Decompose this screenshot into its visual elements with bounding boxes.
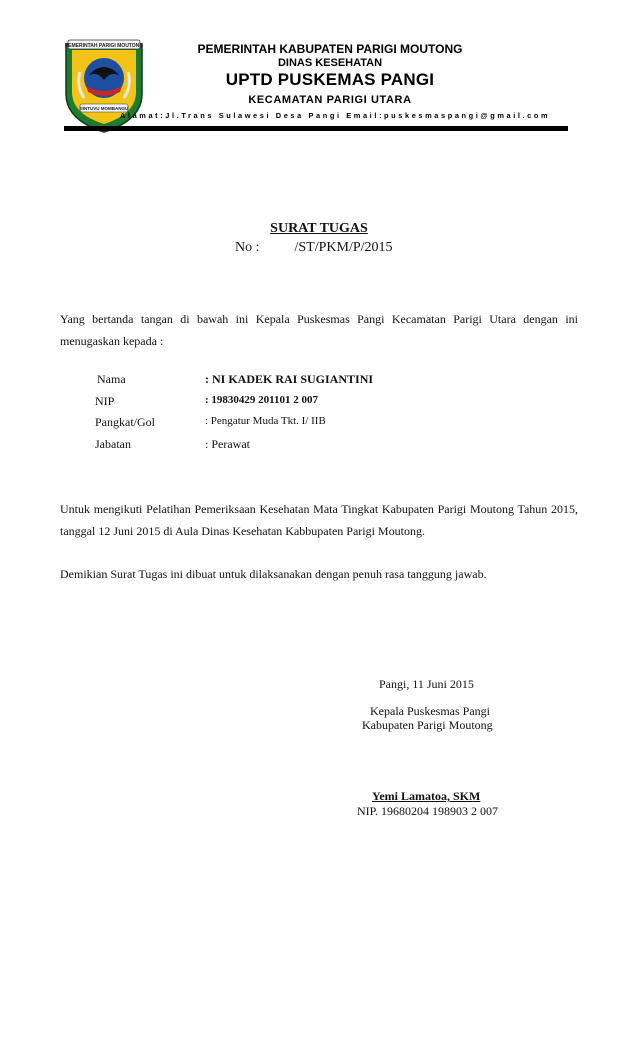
closing-paragraph: Demikian Surat Tugas ini dibuat untuk dilaksanakan dengan penuh rasa tanggung jawab. bbox=[60, 567, 487, 581]
opening-paragraph: Yang bertanda tangan di bawah ini Kepala Puskesmas Pangi Kecamatan Parigi Utara dengan ini menugaskan kepada : bbox=[60, 312, 578, 348]
field-value: : 19830429 201101 2 007 bbox=[205, 394, 319, 406]
field-label: Pangkat/Gol bbox=[95, 415, 155, 429]
signatory-nip: NIP. 19680204 198903 2 007 bbox=[357, 804, 499, 818]
signature-place-date: Pangi, 11 Juni 2015 bbox=[379, 677, 474, 691]
field-label: Nama bbox=[97, 372, 126, 386]
letterhead-address: Alamat:Jl.Trans Sulawesi Desa Pangi Email:puskesmaspangi@gmail.com bbox=[120, 111, 551, 120]
field-value: : Perawat bbox=[205, 437, 250, 451]
letterhead-institution: UPTD PUSKEMAS PANGI bbox=[225, 70, 435, 89]
signatory-name: Yemi Lamatoa, SKM bbox=[372, 789, 481, 803]
signature-position-line2: Kabupaten Parigi Moutong bbox=[362, 718, 493, 732]
letter-title: SURAT TUGAS bbox=[270, 221, 368, 236]
field-label: Jabatan bbox=[95, 437, 131, 451]
letterhead-government: PEMERINTAH KABUPATEN PARIGI MOUTONG bbox=[197, 42, 463, 56]
logo-bottom-text: SINTUVU MOMBANGU bbox=[79, 106, 129, 111]
letterhead-department: DINAS KESEHATAN bbox=[277, 57, 383, 69]
field-value: : Pengatur Muda Tkt. I/ IIB bbox=[205, 415, 326, 427]
letter-number: No : /ST/PKM/P/2015 bbox=[235, 240, 393, 255]
letterhead-divider bbox=[64, 126, 568, 131]
purpose-paragraph: Untuk mengikuti Pelatihan Pemeriksaan Kesehatan Mata Tingkat Kabupaten Parigi Moutong Tahun 2015, tanggal 12 Juni 2015 di Aula Dinas Kesehatan Kabbupaten Parigi Moutong. bbox=[60, 502, 578, 538]
field-value: : NI KADEK RAI SUGIANTINI bbox=[205, 372, 374, 386]
logo-top-text: PEMERINTAH PARIGI MOUTONG bbox=[64, 43, 144, 49]
field-label: NIP bbox=[95, 394, 115, 408]
signature-position-line1: Kepala Puskesmas Pangi bbox=[370, 704, 490, 718]
letterhead-district: KECAMATAN PARIGI UTARA bbox=[248, 94, 412, 106]
